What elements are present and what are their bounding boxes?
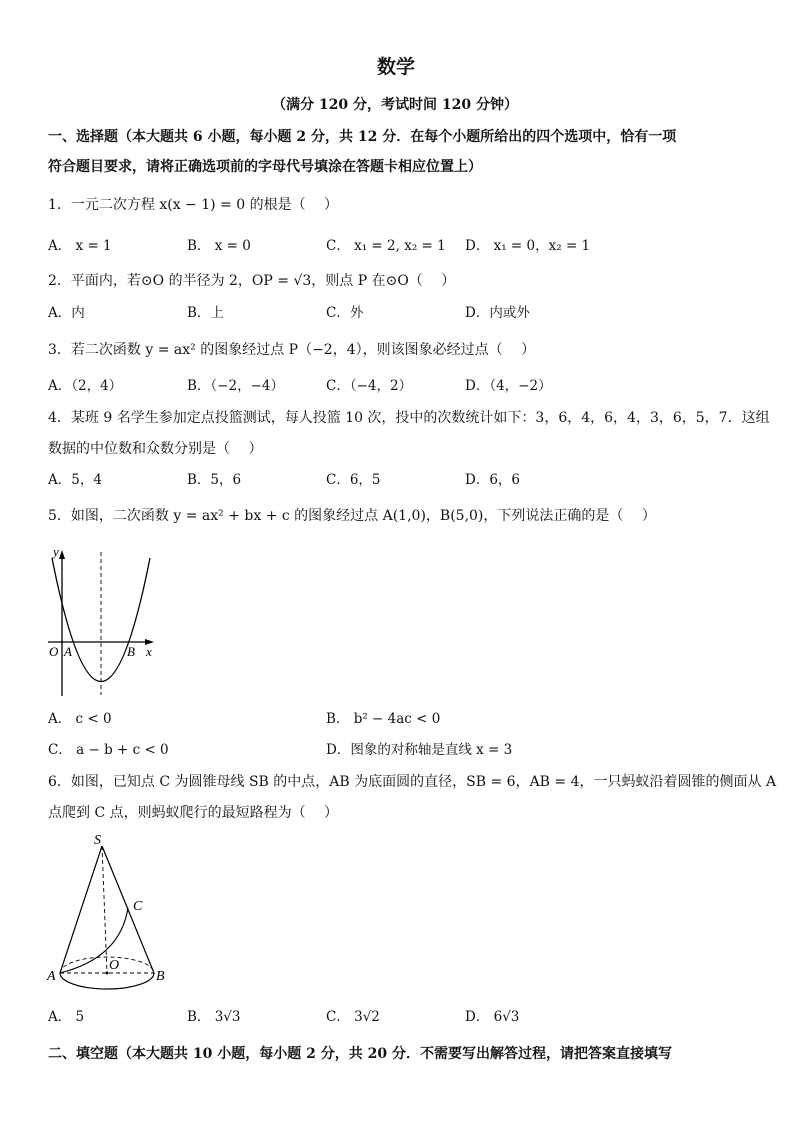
question-5-stem: 5．如图，二次函数 y = ax² + bx + c 的图象经过点 A(1,0)，B(5,0)，下列说法正确的是（ ） — [48, 508, 656, 524]
page-title: 数学 — [377, 56, 416, 78]
question-2-stem: 2．平面内，若⊙O 的半径为 2，OP = √3，则点 P 在⊙O（ ） — [48, 273, 456, 289]
q1-option-d: D． x₁ = 0，x₂ = 1 — [465, 238, 591, 254]
q3-option-d: D．（4，−2） — [465, 378, 552, 394]
question-1-stem: 1．一元二次方程 x(x − 1) = 0 的根是（ ） — [48, 197, 339, 213]
cone-slant-left — [60, 846, 102, 973]
q3-option-c: C．（−4，2） — [326, 378, 413, 394]
y-axis-arrow — [59, 550, 65, 559]
section1-heading-line1: 一、选择题（本大题共 6 小题，每小题 2 分，共 12 分．在每个小题所给出的四个选项中，恰有一项 — [48, 129, 677, 145]
q4-option-c: C．6，5 — [326, 472, 381, 488]
cone-figure — [42, 828, 182, 993]
label-c: C — [133, 899, 143, 914]
label-o: O — [49, 644, 59, 659]
q1-option-c: C． x₁ = 2, x₂ = 1 — [326, 238, 446, 254]
question-4-stem-line2: 数据的中位数和众数分别是（ ） — [48, 441, 263, 457]
section2-heading-line1: 二、填空题（本大题共 10 小题，每小题 2 分，共 20 分．不需要写出解答过程，请把答案直接填写 — [48, 1046, 672, 1062]
q6-option-d: D． 6√3 — [465, 1009, 520, 1025]
label-a: A — [47, 969, 56, 984]
q3-option-b: B．（−2，−4） — [187, 378, 284, 394]
cone-height — [102, 846, 107, 973]
base-ellipse-front — [60, 973, 154, 989]
page-subtitle: （满分 120 分，考试时间 120 分钟） — [272, 97, 518, 113]
q1-option-a: A． x = 1 — [48, 238, 112, 254]
parabola-figure — [40, 540, 170, 700]
label-b: B — [156, 969, 165, 984]
q5-option-d: D．图象的对称轴是直线 x = 3 — [326, 742, 513, 758]
q2-option-b: B．上 — [187, 305, 224, 321]
label-s: S — [94, 833, 101, 848]
q6-option-c: C． 3√2 — [326, 1009, 380, 1025]
question-4-stem-line1: 4．某班 9 名学生参加定点投篮测试，每人投篮 10 次，投中的次数统计如下：3，6，4，6，4，3，6，5，7．这组 — [48, 410, 770, 426]
label-o: O — [109, 958, 120, 973]
label-b: B — [127, 644, 135, 659]
label-y: y — [53, 544, 59, 559]
section1-heading-line2: 符合题目要求，请将正确选项前的字母代号填涂在答题卡相应位置上） — [48, 159, 482, 175]
q2-option-c: C．外 — [326, 305, 364, 321]
q4-option-b: B．5，6 — [187, 472, 242, 488]
q6-option-b: B． 3√3 — [187, 1009, 241, 1025]
q3-option-a: A．（2，4） — [48, 378, 123, 394]
q5-option-b: B． b² − 4ac < 0 — [326, 711, 441, 727]
q5-option-c: C． a − b + c < 0 — [48, 742, 169, 758]
label-x: x — [146, 644, 152, 659]
q5-option-a: A． c < 0 — [48, 711, 112, 727]
q1-option-b: B． x = 0 — [187, 238, 251, 254]
q2-option-d: D．内或外 — [465, 305, 530, 321]
q4-option-d: D．6，6 — [465, 472, 521, 488]
question-6-stem-line2: 点爬到 C 点，则蚂蚁爬行的最短路程为（ ） — [48, 805, 339, 821]
question-3-stem: 3．若二次函数 y = ax² 的图象经过点 P（−2，4），则该图象必经过点（ ） — [48, 342, 536, 358]
label-a: A — [64, 644, 72, 659]
q4-option-a: A．5，4 — [48, 472, 102, 488]
q6-option-a: A． 5 — [48, 1009, 85, 1025]
question-6-stem-line1: 6．如图，已知点 C 为圆锥母线 SB 的中点，AB 为底面圆的直径，SB = 6，AB = 4，一只蚂蚁沿着圆锥的侧面从 A — [48, 774, 777, 790]
q2-option-a: A．内 — [48, 305, 85, 321]
